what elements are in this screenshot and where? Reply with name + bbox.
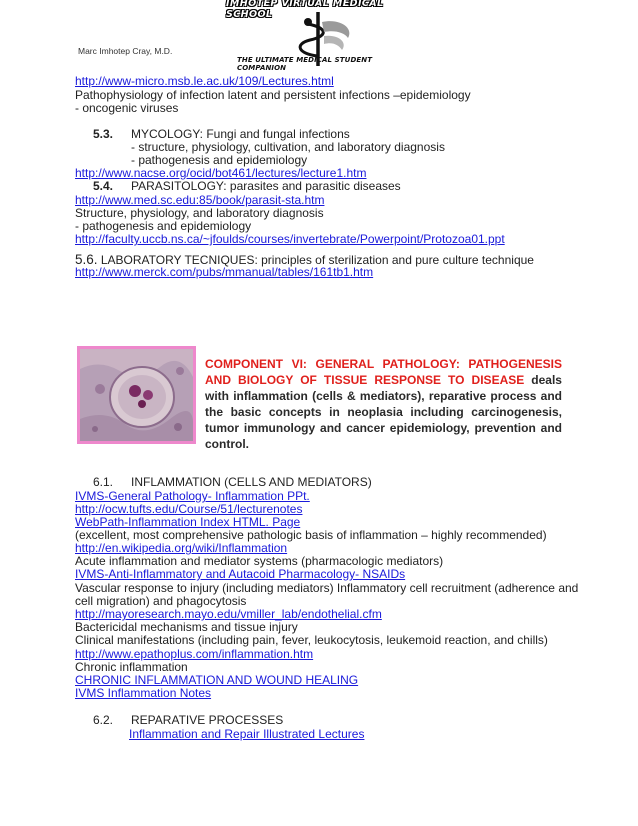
lecture-link[interactable]: http://www.nacse.org/ocid/bot461/lectures/lecture1.htm — [75, 166, 367, 180]
text-line: cell migration) and phagocytosis — [75, 594, 247, 608]
text-line: Vascular response to injury (including mediators) Inflammatory cell recruitment (adherence and — [75, 581, 579, 595]
section-title: PARASITOLOGY: parasites and parasitic diseases — [131, 179, 401, 193]
section-title: INFLAMMATION (CELLS AND MEDIATORS) — [131, 475, 372, 489]
section-title: REPARATIVE PROCESSES — [131, 713, 284, 727]
text-line: Pathophysiology of infection latent and persistent infections –epidemiology — [75, 88, 471, 102]
author-name: Marc Imhotep Cray, M.D. — [78, 46, 173, 56]
lecture-link[interactable]: http://faculty.uccb.ns.ca/~jfoulds/courses/invertebrate/Powerpoint/Protozoa01.ppt — [75, 232, 505, 246]
text-line: Acute inflammation and mediator systems (pharmacologic mediators) — [75, 554, 444, 568]
text-line: (excellent, most comprehensive pathologic basis of inflammation – highly recommended) — [75, 528, 547, 542]
section-number: 5.3. — [93, 127, 114, 141]
section-title: LABORATORY TECNIQUES: principles of sterilization and pure culture technique — [97, 253, 534, 267]
resource-link[interactable]: IVMS-Anti-Inflammatory and Autacoid Pharmacology- NSAIDs — [75, 567, 406, 581]
lecture-link[interactable]: http://www-micro.msb.le.ac.uk/109/Lectures.html — [75, 74, 334, 88]
text-line: - oncogenic viruses — [75, 101, 179, 115]
component-title: COMPONENT VI: GENERAL PATHOLOGY: PATHOGENESIS AND BIOLOGY OF TISSUE RESPONSE TO DISEASE — [205, 357, 562, 387]
text-line: - structure, physiology, cultivation, and laboratory diagnosis — [131, 140, 445, 154]
component-summary: deals with inflammation (cells & mediators), reparative process and the basic concepts in neoplasia including carcinogenesis, tumor immunology and cancer epidemiology, prevention and control. — [205, 373, 562, 451]
resource-link[interactable]: http://en.wikipedia.org/wiki/Inflammation — [75, 541, 288, 555]
resource-link[interactable]: http://ocw.tufts.edu/Course/51/lecturenotes — [75, 502, 303, 516]
resource-link[interactable]: WebPath-Inflammation Index HTML. Page — [75, 515, 301, 529]
histology-image — [77, 346, 196, 444]
resource-link[interactable]: Inflammation and Repair Illustrated Lectures — [129, 727, 365, 741]
section-number: 6.2. — [93, 713, 114, 727]
section-number: 6.1. — [93, 475, 114, 489]
text-line: - pathogenesis and epidemiology — [131, 153, 308, 167]
component-description — [205, 356, 562, 452]
resource-link[interactable]: http://www.epathoplus.com/inflammation.htm — [75, 647, 314, 661]
resource-link[interactable]: IVMS Inflammation Notes — [75, 686, 212, 700]
text-line: Clinical manifestations (including pain, fever, leukocytosis, leukemoid reaction, and chills) — [75, 633, 548, 647]
text-line: Chronic inflammation — [75, 660, 188, 674]
lecture-link[interactable]: http://www.merck.com/pubs/mmanual/tables/161tb1.htm — [75, 265, 374, 279]
text-line: Structure, physiology, and laboratory diagnosis — [75, 206, 324, 220]
tissue-micrograph-icon — [80, 349, 193, 441]
section-number: 5.4. — [93, 179, 114, 193]
logo-subtitle: THE ULTIMATE MEDICAL STUDENT COMPANION — [237, 56, 373, 72]
section-number: 5.6. — [75, 252, 98, 267]
text-line: Bactericidal mechanisms and tissue injury — [75, 620, 298, 634]
section-title: MYCOLOGY: Fungi and fungal infections — [131, 127, 350, 141]
resource-link[interactable]: http://mayoresearch.mayo.edu/vmiller_lab/endothelial.cfm — [75, 607, 382, 621]
lecture-link[interactable]: http://www.med.sc.edu:85/book/parasit-sta.htm — [75, 193, 325, 207]
text-line: - pathogenesis and epidemiology — [75, 219, 252, 233]
logo-title: IMHOTEP VIRTUAL MEDICAL SCHOOL — [226, 0, 384, 20]
resource-link[interactable]: CHRONIC INFLAMMATION AND WOUND HEALING — [75, 673, 359, 687]
logo — [220, 0, 420, 72]
resource-link[interactable]: IVMS-General Pathology- Inflammation PPt. — [75, 489, 310, 503]
